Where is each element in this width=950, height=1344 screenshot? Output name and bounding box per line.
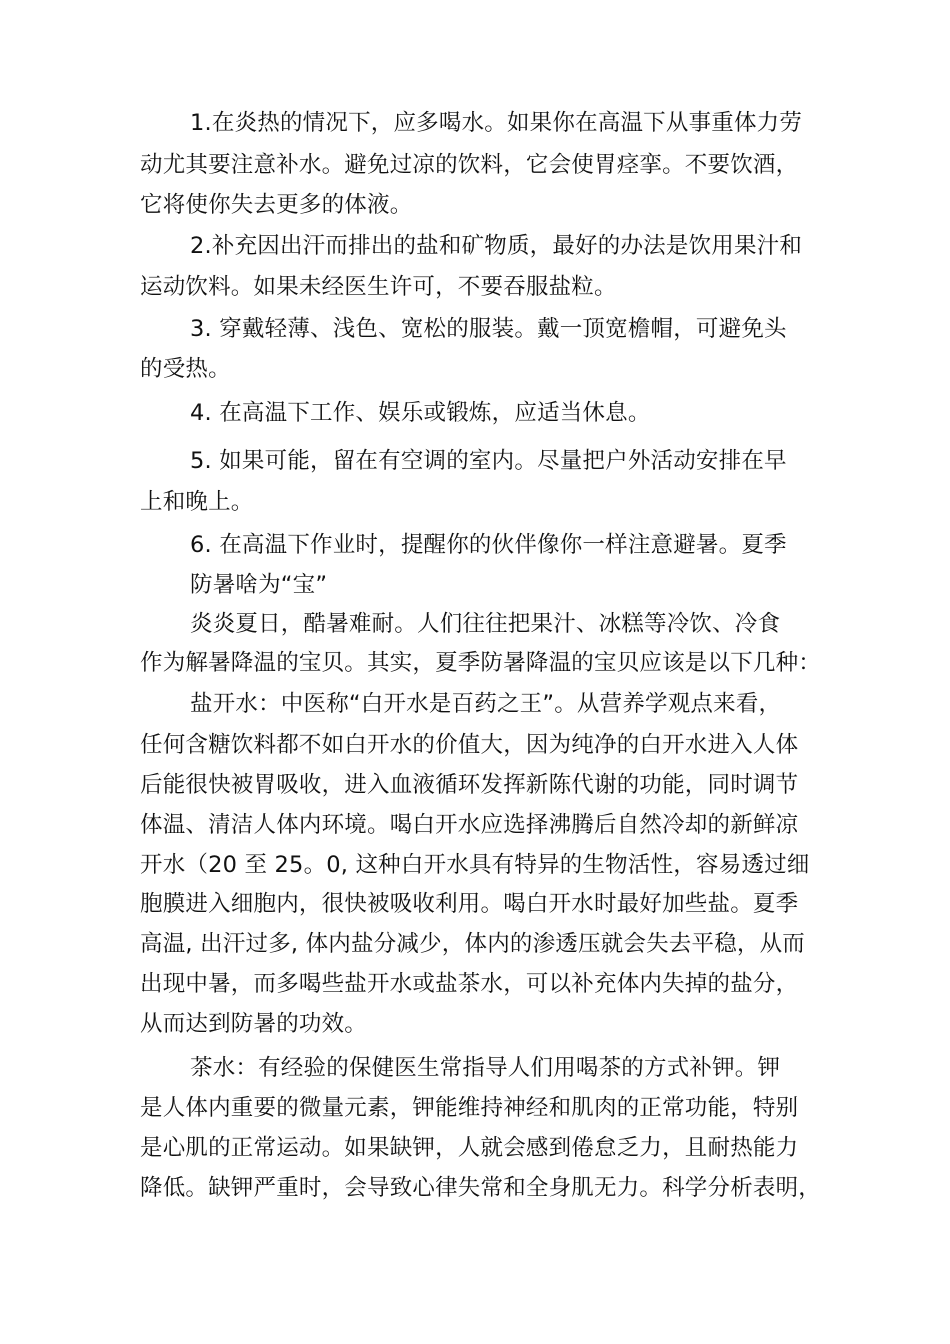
text-line: 6. 在高温下作业时，提醒你的伙伴像你一样注意避暑。夏季 [190,532,787,558]
text-line: 后能很快被胃吸收，进入血液循环发挥新陈代谢的功能，同时调节 [140,772,799,798]
text-line: 胞膜进入细胞内，很快被吸收利用。喝白开水时最好加些盐。夏季 [140,891,799,917]
text-line: 任何含糖饮料都不如白开水的价值大，因为纯净的白开水进入人体 [140,732,799,758]
text-line: 防暑啥为“宝” [190,572,328,598]
text-line: 作为解暑降温的宝贝。其实，夏季防暑降温的宝贝应该是以下几种： [140,650,822,676]
text-line: 4. 在高温下工作、娱乐或锻炼，应适当休息。 [190,400,651,426]
text-line: 高温, 出汗过多, 体内盐分减少，体内的渗透压就会失去平稳，从而 [140,931,806,957]
text-line: 从而达到防暑的功效。 [140,1011,368,1037]
text-line: 上和晚上。 [140,489,254,515]
text-line: 它将使你失去更多的体液。 [140,192,413,218]
text-line: 茶水：有经验的保健医生常指导人们用喝茶的方式补钾。钾 [190,1055,781,1081]
text-line: 5. 如果可能，留在有空调的室内。尽量把户外活动安排在早 [190,448,787,474]
text-line: 运动饮料。如果未经医生许可，不要吞服盐粒。 [140,274,617,300]
text-line: 是人体内重要的微量元素，钾能维持神经和肌肉的正常功能，特别 [140,1095,799,1121]
text-line: 是心肌的正常运动。如果缺钾，人就会感到倦怠乏力，且耐热能力 [140,1135,799,1161]
text-line: 体温、清洁人体内环境。喝白开水应选择沸腾后自然冷却的新鲜凉 [140,812,799,838]
text-line: 盐开水：中医称“白开水是百药之王”。从营养学观点来看， [190,691,782,717]
text-line: 开水（20 至 25。0, 这种白开水具有特异的生物活性，容易透过细 [140,852,810,878]
text-line: 1.在炎热的情况下，应多喝水。如果你在高温下从事重体力劳 [190,110,803,136]
text-line: 炎炎夏日，酷暑难耐。人们往往把果汁、冰糕等冷饮、冷食 [190,611,781,637]
text-line: 的受热。 [140,356,231,382]
text-line: 2.补充因出汗而排出的盐和矿物质，最好的办法是饮用果汁和 [190,233,803,259]
text-line: 降低。缺钾严重时，会导致心律失常和全身肌无力。科学分析表明， [140,1175,822,1201]
text-line: 出现中暑，而多喝些盐开水或盐茶水，可以补充体内失掉的盐分， [140,971,799,997]
text-line: 3. 穿戴轻薄、浅色、宽松的服装。戴一顶宽檐帽，可避免头 [190,316,787,342]
text-line: 动尤其要注意补水。避免过凉的饮料，它会使胃痉挛。不要饮酒， [140,152,799,178]
